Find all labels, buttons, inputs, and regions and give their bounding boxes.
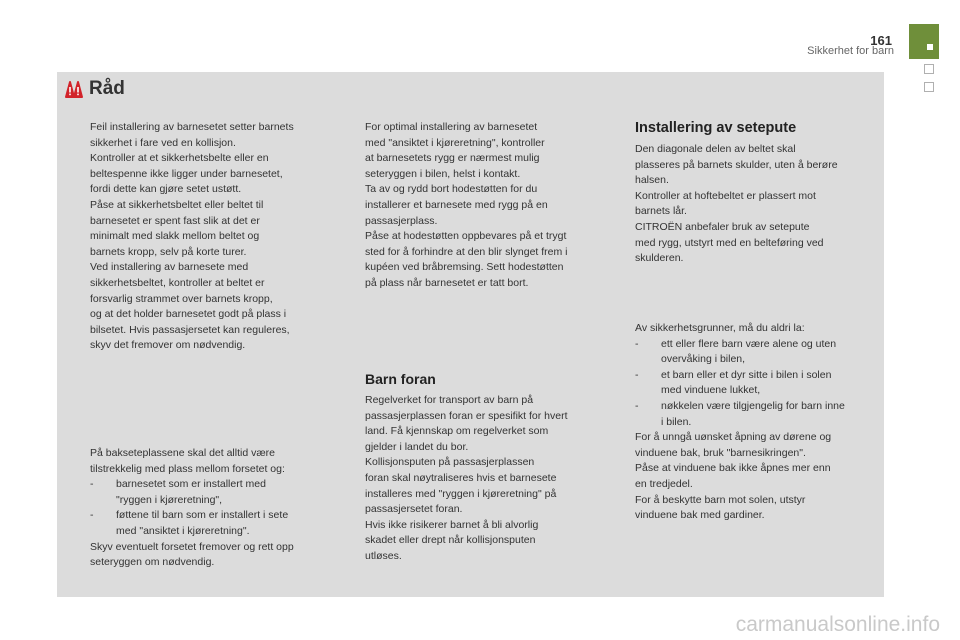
text-line: minimalt med slakk mellom beltet og: [90, 230, 260, 243]
text-line: halsen.: [635, 174, 669, 187]
page-number: 161: [870, 33, 892, 48]
text-line: skulderen.: [635, 252, 684, 265]
text-line: bilsetet. Hvis passasjersetet kan reguleres,: [90, 323, 290, 336]
text-line: med "ansiktet i kjøreretning", kontroller: [365, 136, 545, 149]
text-line: land. Få kjennskap om regelverket som: [365, 425, 549, 438]
text-line: Hvis ikke risikerer barnet å bli alvorlig: [365, 518, 539, 531]
list-item-text: [661, 399, 880, 430]
text-line: forsvarlig strammet over barnets kropp,: [90, 292, 273, 305]
text-line: seteryggen i bilen, helst i kontakt.: [365, 167, 521, 180]
text-line: gjelder i landet du bor.: [365, 440, 469, 453]
text-line: med "ansiktet i kjøreretning".: [116, 524, 250, 537]
text-line: med vinduene lukket,: [661, 384, 761, 397]
col1-text: [90, 120, 350, 354]
col3-booster-text: [635, 142, 880, 267]
text-line: overvåking i bilen,: [661, 353, 746, 366]
text-line: Ved installering av barnesete med: [90, 261, 249, 274]
text-line: seteryggen om nødvendig.: [90, 556, 215, 569]
text-line: Skyv eventuelt forsetet fremover og rett opp: [90, 540, 294, 553]
text-line: skyv det fremover om nødvendig.: [90, 339, 246, 352]
text-line: Påse at sikkerhetsbeltet eller beltet til: [90, 198, 264, 211]
heading-barn-foran: Barn foran: [365, 371, 436, 387]
chapter-tab: [909, 24, 939, 59]
list-item-text: [661, 337, 880, 368]
section-title: Sikkerhet for barn: [807, 45, 894, 57]
list-dash: -: [635, 399, 639, 412]
list-dash: -: [90, 509, 94, 522]
text-line: utløses.: [365, 549, 402, 562]
watermark: carmanualsonline.info: [735, 613, 940, 636]
text-line: installeres med "ryggen i kjøreretning" på: [365, 487, 557, 500]
text-line: barnesetet er spent fast slik at det er: [90, 214, 260, 227]
list-item-text: [116, 477, 350, 508]
list-item-text: [661, 368, 880, 399]
text-line: med rygg, utstyrt med en belteføring ved: [635, 236, 824, 249]
col3-safety-text: [635, 321, 880, 524]
text-line: sikkerhetsbeltet, kontroller at beltet er: [90, 276, 265, 289]
list-item: [635, 337, 880, 368]
text-line: På bakseteplassene skal det alltid være: [90, 447, 276, 459]
text-line: Kontroller at hoftebeltet er plassert mot: [635, 189, 816, 202]
text-line: føttene til barn som er installert i sete: [116, 509, 289, 522]
list-item: [90, 508, 350, 539]
text-line: Påse at hodestøtten oppbevares på et trygt: [365, 230, 567, 243]
col2-text: [365, 120, 610, 292]
heading-setepute: Installering av setepute: [635, 120, 797, 136]
col1-rear-seat-text: [90, 446, 350, 571]
list-item: [635, 368, 880, 399]
text-line: en tredjedel.: [635, 477, 693, 490]
text-line: For optimal installering av barnesetet: [365, 121, 538, 133]
text-line: på plass når barnesetet er tatt bort.: [365, 276, 529, 289]
chapter-tab-square: [927, 44, 933, 50]
text-line: Påse at vinduene bak ikke åpnes mer enn: [635, 462, 831, 475]
text-line: kupéen ved bråbremsing. Sett hodestøtten: [365, 261, 564, 274]
text-line: passasjerplassen foran er spesifikt for hvert: [365, 409, 568, 422]
page-marker-square: [924, 82, 934, 92]
text-line: skadet eller drept når kollisjonsputen: [365, 534, 536, 547]
text-line: vinduene bak med gardiner.: [635, 509, 765, 522]
text-line: barnets lår.: [635, 205, 687, 218]
text-line: "ryggen i kjøreretning",: [116, 493, 223, 506]
text-line: beltespenne ikke ligger under barnesetet,: [90, 167, 283, 180]
text-line: barnets kropp, selv på korte turer.: [90, 245, 247, 258]
text-line: Feil installering av barnesetet setter barnets: [90, 121, 294, 133]
text-line: at barnesetets rygg er nærmest mulig: [365, 152, 540, 165]
list-item: [90, 477, 350, 508]
text-line: tilstrekkelig med plass mellom forsetet og:: [90, 462, 285, 475]
text-line: For å unngå uønsket åpning av dørene og: [635, 431, 832, 444]
list-dash: -: [90, 478, 94, 491]
col2-front-seat-text: [365, 393, 610, 565]
text-line: Kollisjonsputen på passasjerplassen: [365, 456, 535, 469]
text-line: i bilen.: [661, 415, 692, 428]
text-line: Av sikkerhetsgrunner, må du aldri la:: [635, 322, 805, 334]
text-line: foran skal nøytraliseres hvis et barnesete: [365, 471, 557, 484]
text-line: For å beskytte barn mot solen, utstyr: [635, 493, 806, 506]
text-line: fordi dette kan gjøre setet ustøtt.: [90, 183, 242, 196]
text-line: vinduene bak, bruk "barnesikringen".: [635, 446, 806, 459]
text-line: Kontroller at et sikkerhetsbelte eller en: [90, 152, 269, 165]
text-line: et barn eller et dyr sitte i bilen i solen: [661, 368, 832, 381]
list-dash: -: [635, 368, 639, 381]
page-marker-square: [924, 64, 934, 74]
text-line: passasjerplass.: [365, 214, 438, 227]
text-line: Ta av og rydd bort hodestøtten for du: [365, 183, 538, 196]
text-line: nøkkelen være tilgjengelig for barn inne: [661, 399, 845, 412]
warning-icon: [64, 80, 84, 100]
page-title: Råd: [89, 78, 125, 99]
list-item-text: [116, 508, 350, 539]
text-line: Den diagonale delen av beltet skal: [635, 143, 796, 155]
text-line: installerer et barnesete med rygg på en: [365, 198, 548, 211]
text-line: og at det holder barnesetet godt på plass i: [90, 308, 287, 321]
text-line: plasseres på barnets skulder, uten å berøre: [635, 158, 838, 171]
text-line: barnesetet som er installert med: [116, 478, 266, 491]
text-line: sted for å forhindre at den blir slynget frem i: [365, 245, 568, 258]
text-line: sikkerhet i fare ved en kollisjon.: [90, 136, 236, 149]
list-item: [635, 399, 880, 430]
text-line: CITROËN anbefaler bruk av setepute: [635, 220, 810, 233]
text-line: passasjersetet foran.: [365, 503, 463, 516]
text-line: Regelverket for transport av barn på: [365, 394, 534, 406]
text-line: ett eller flere barn være alene og uten: [661, 337, 837, 350]
list-dash: -: [635, 337, 639, 350]
